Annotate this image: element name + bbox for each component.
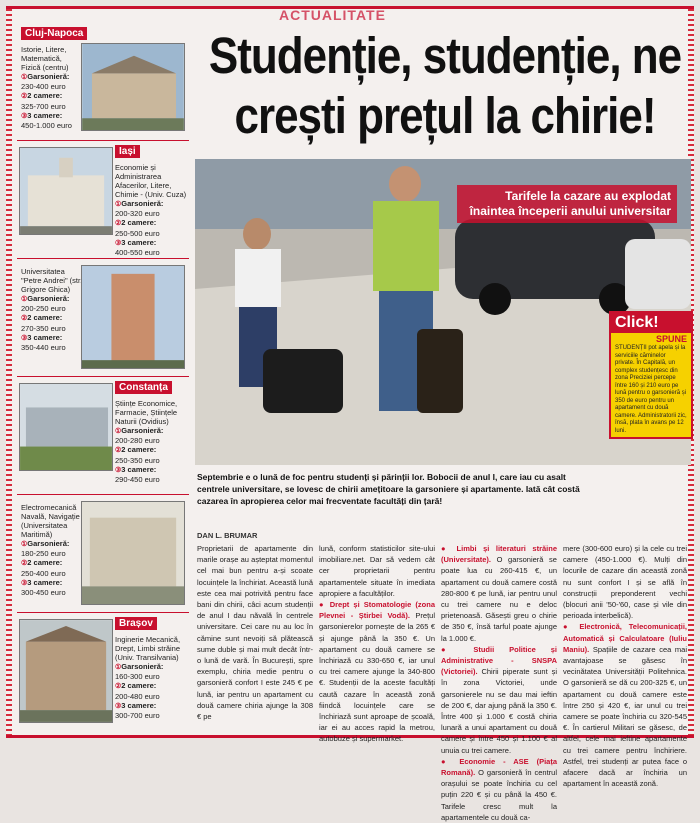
city-box-cluj	[17, 23, 189, 141]
article-column-4: mere (300-600 euro) și la cele cu trei camere (450-1.000 €). Mulți din locurile de cazare din această zonă nu sunt confort I și se află în construcții preponderent vechi (blocuri anii '50-'60, case și vile din perioada interbelică). ● Electronică, Telecomunicații, Automatică și Calculatoare (Iuliu Maniu). Spațiile de cazare cea mai avantajoase se găsesc în vecinătatea Universității Politehnica. O garsonieră se dă cu 200-325 €, un apartament cu două camere este între 250 și 420 €, iar unul cu trei camere se poate închiria cu 320-545 €. În cartierul Militari se găsesc, de altfel, cele mai ieftine apartamente cu trei camere pentru închiriere. Astfel, trei studenți ar putea face o afacere dacă ar închiria un apartament în această zonă.	[563, 544, 687, 789]
click-badge: Click!	[611, 313, 691, 333]
click-sidebar-box	[609, 311, 693, 439]
city-tag: Iași	[115, 145, 140, 158]
perforated-edge-left	[6, 9, 12, 735]
click-spune-label: SPUNE	[655, 334, 687, 344]
city-sidebar	[17, 23, 189, 735]
city-tag: Cluj-Napoca	[21, 27, 87, 40]
article-column-3: ● Limbi și literaturi străine (Universitate). O garsonieră se poate lua cu 260-415 €, un apartament cu două camere costă 280-800 € pe lună, iar pentru unul cu trei camere nu e deloc prietenoasă. Găsești greu o chirie de 350 €, însă tarful poate ajunge la 1.000 €. ● Studii Politice și Administrative - SNSPA (Victoriei). Chirii piperate sunt și în zona Victoriei, unde garsonierele nu se dau mai ieftin de 200 €, dar ajung până la 350 €. Între 400 și 1.000 € costă chiria lunară a unui apartament cu două camere și între 450 și 1.100 € al unuia cu trei camere. ● Economie - ASE (Piața Romană). O garsonieră în centrul orașului se poate închiria cu cel puțin 220 € și cu până la 450 €. Tarifele cresc mult la apartamentele cu două ca-	[441, 544, 557, 822]
city-tag: Brașov	[115, 617, 157, 630]
city-tag: Constanța	[115, 381, 172, 394]
section-heading: Studii Politice și Administrative - SNSPA (Victoriei).	[441, 644, 557, 677]
section-heading: Economie - ASE (Piața Romană).	[441, 756, 557, 778]
city-info: Universitatea "Petre Andrei" (str. Grigore Ghica) ① Garsonieră: 200-250 euro ② 2 camere: 270-350 euro ③ 3 camere: 350-440 euro	[21, 267, 83, 352]
city-box-iasi	[17, 141, 189, 259]
city-info: Istorie, Litere, Matematică, Fizică (centru) ① Garsonieră: 230-400 euro ② 2 camere: 325-700 euro ③ 3 camere: 450-1.000 euro	[21, 45, 83, 130]
city-info: Inginerie Mecanică, Drept, Limbi străine (Univ. Transilvania) ① Garsonieră: 160-300 euro ② 2 camere: 200-480 euro ③ 3 camere: 300-700 euro	[115, 635, 187, 720]
article-column-1: Proprietarii de apartamente din marile orașe au așteptat momentul cel mai bun pentru a-și scoate locuințele la închiriat. Această lună este cea mai potrivită pentru face bani din chirii, câci acum studenții de anul I dau năvală în centrele universitare. Cei care nu au loc în cămine sunt nevoiți să plătească sume duble și mai mult decât într-o lună de vară. În București, spre exemplu, chiria medie pentru o garsonieră confort I este 245 € pe lună, iar pentru un apartament cu două camere chiria ajunge la 308 € pe	[197, 544, 313, 722]
tower-photo	[81, 265, 185, 369]
headline: Studenție, studenție, ne crești prețul la chirie!	[208, 28, 682, 145]
click-text: STUDENȚII pot apela și la serviciile căminelor private. În Capitală, un complex studențesc din zona Preciziei percepe între 160 și 210 euro pe lună pentru o garsonieră și 350 de euro pentru un apartament cu două camere. Administratorii zic, însă, plata în avans pe 12 luni.	[615, 345, 687, 434]
city-box-constanta	[17, 377, 189, 495]
article-column-2: lună, conform statisticilor site-ului imobiliare.net. Dar să vedem cât cer proprietarii pentru apartamentele situate în imediata apropiere a facultăților. ● Drept și Stomatologie (zona Plevnei - Știrbei Vodă). Prețul garsonierelor pornește de la 265 € și ajunge până la 350 €. Un apartament cu două camere se închiriază cu 330-650 €, iar unul cu trei camere ajunge la 340-800 €. Studenții de la aceste facultăți caută cazare în această zonă fiindcă locuințele care se închiriază sunt aproape de școală, iar ei au acces rapid la metrou, autobuze și supermarket.	[319, 544, 435, 744]
building-photo	[19, 383, 113, 471]
byline: DAN L. BRUMAR	[197, 531, 258, 540]
section-heading: Limbi și literaturi străine (Universitate).	[441, 544, 557, 565]
newspaper-page	[6, 6, 694, 822]
city-info: Economie și Administrarea Afacerilor, Litere, Chimie - (Univ. Cuza) ① Garsonieră: 200-320 euro ② 2 camere: 250-500 euro ③ 3 camere: 400-550 euro	[115, 163, 187, 257]
section-heading: Drept și Stomatologie (zona Plevnei - Știrbei Vodă).	[319, 600, 435, 621]
building-photo	[19, 619, 113, 723]
subheadline: Tarifele la cazare au explodat înaintea începerii anului universitar	[457, 185, 677, 223]
city-box-iasi-2	[17, 259, 189, 377]
city-info: Științe Economice, Farmacie, Științele Naturii (Ovidius) ① Garsonieră: 200-280 euro ② 2 camere: 250-350 euro ③ 3 camere: 290-450 euro	[115, 399, 187, 484]
section-kicker: ACTUALITATE	[279, 7, 386, 23]
city-box-constanta-2	[17, 495, 189, 613]
city-box-brasov	[17, 613, 189, 731]
building-photo	[19, 147, 113, 235]
building-photo	[81, 43, 185, 131]
city-info: Electromecanică Navală, Navigație (Universitatea Maritimă) ① Garsonieră: 180-250 euro ② 2 camere: 250-400 euro ③ 3 camere: 300-450 euro	[21, 503, 83, 597]
section-heading: Electronică, Telecomunicații, Automatică și Calculatoare (Iuliu Maniu).	[563, 622, 687, 654]
building-photo	[81, 501, 185, 605]
article-lead: Septembrie e o lună de foc pentru studenți și părinții lor. Bobocii de anul I, care iau cu asalt centrele universitare, se lovesc de chirii amețitoare la garsoniere și apartamente. Iată cât costă cazarea în apropierea celor mai frecventate facultăți din țară!	[197, 472, 580, 506]
